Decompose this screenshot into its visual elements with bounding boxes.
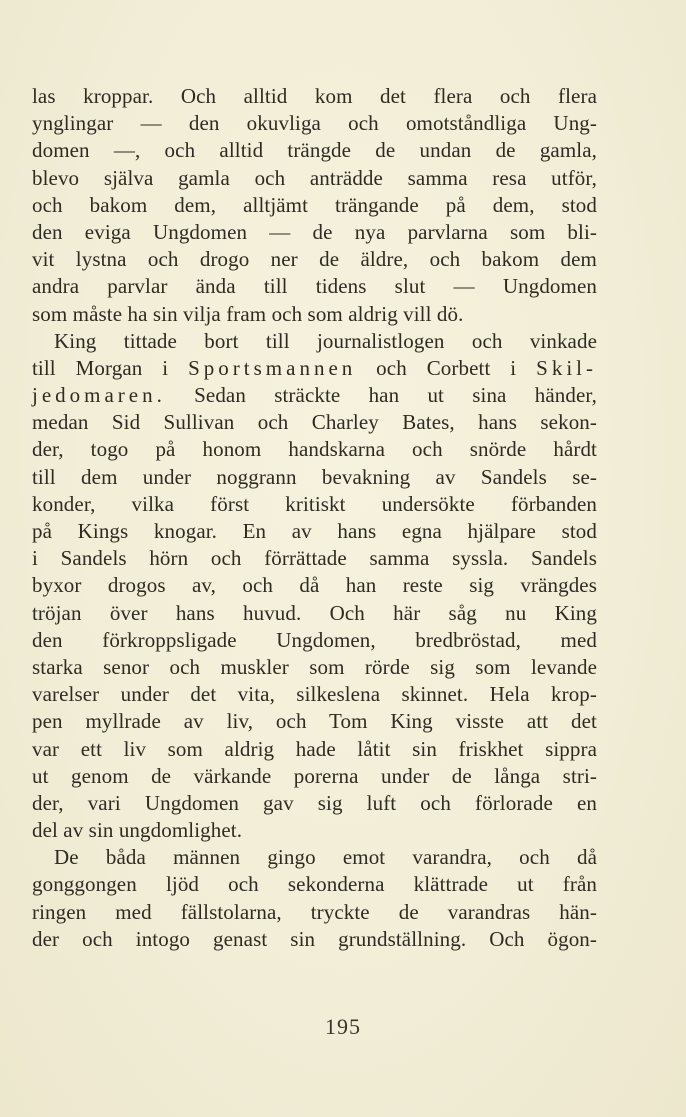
text-line-1: las kroppar. Och alltid kom det flera och flera	[32, 84, 597, 108]
text-line-18: i Sandels hörn och förrättade samma syssla. Sandels	[32, 546, 597, 571]
text-fragment: Sedan sträckte han ut sina händer,	[165, 383, 597, 408]
text-line-4: blevo själva gamla och anträdde samma resa utför,	[32, 165, 597, 190]
text-line-27: der, vari Ungdomen gav sig luft och förlorade en	[32, 790, 597, 815]
text-line-17: på Kings knogar. En av hans egna hjälpare stod	[32, 519, 597, 543]
text-line-14: der, togo på honom handskarna och snörde hårdt	[32, 437, 597, 462]
text-line-28: del av sin ungdomlighet.	[32, 818, 243, 843]
text-line-10-paragraph-start: King tittade bort till journalistlogen och vinkade	[54, 328, 597, 353]
text-line-2: ynglingar — den okuvliga och omotståndliga Ung-	[32, 111, 597, 136]
text-line-22: starka senor och muskler som rörde sig som levande	[32, 654, 597, 679]
text-line-3: domen —, och alltid trängde de undan de gamla,	[32, 138, 597, 163]
text-line-13: medan Sid Sullivan och Charley Bates, hans sekon-	[32, 410, 597, 435]
text-line-8: andra parvlar ända till tidens slut — Ungdomen	[32, 274, 597, 299]
text-line-7: vit lystna och drogo ner de äldre, och bakom dem	[32, 247, 597, 272]
book-page-text	[32, 83, 597, 953]
emphasized-newspaper-name: Sportsmannen	[188, 355, 357, 380]
text-line-20: tröjan över hans huvud. Och här såg nu King	[32, 600, 597, 625]
text-line-19: byxor drogos av, och då han reste sig vrängdes	[32, 573, 597, 598]
text-line-21: den förkroppsligade Ungdomen, bredbröstad, med	[32, 627, 597, 652]
text-fragment: och Corbett i	[356, 355, 537, 380]
text-line-11	[32, 355, 597, 382]
text-line-24: pen myllrade av liv, och Tom King visste att det	[32, 709, 597, 734]
text-line-6: den eviga Ungdomen — de nya parvlarna som bli-	[32, 219, 597, 244]
text-line-30: gonggongen ljöd och sekonderna klättrade ut från	[32, 872, 597, 897]
text-line-31: ringen med fällstolarna, tryckte de varandras hän-	[32, 899, 597, 924]
text-line-16: konder, vilka först kritiskt undersökte förbanden	[32, 491, 597, 516]
emphasized-newspaper-name: Skil-	[536, 355, 597, 380]
text-line-25: var ett liv som aldrig hade låtit sin friskhet sippra	[32, 736, 597, 761]
page-number: 195	[325, 1014, 361, 1039]
text-line-29-paragraph-start: De båda männen gingo emot varandra, och då	[54, 845, 597, 870]
emphasized-newspaper-name: jedomaren.	[32, 383, 166, 408]
text-line-9: som måste ha sin vilja fram och som aldrig vill dö.	[32, 301, 464, 326]
text-line-32: der och intogo genast sin grundställning. Och ögon-	[32, 926, 597, 951]
text-line-26: ut genom de värkande porerna under de långa stri-	[32, 763, 597, 788]
text-line-5: och bakom dem, alltjämt trängande på dem, stod	[32, 192, 597, 217]
text-fragment: till Morgan i	[32, 355, 189, 380]
text-line-15: till dem under noggrann bevakning av Sandels se-	[32, 464, 597, 489]
text-line-12	[32, 382, 597, 409]
text-line-23: varelser under det vita, silkeslena skinnet. Hela krop-	[32, 682, 597, 707]
